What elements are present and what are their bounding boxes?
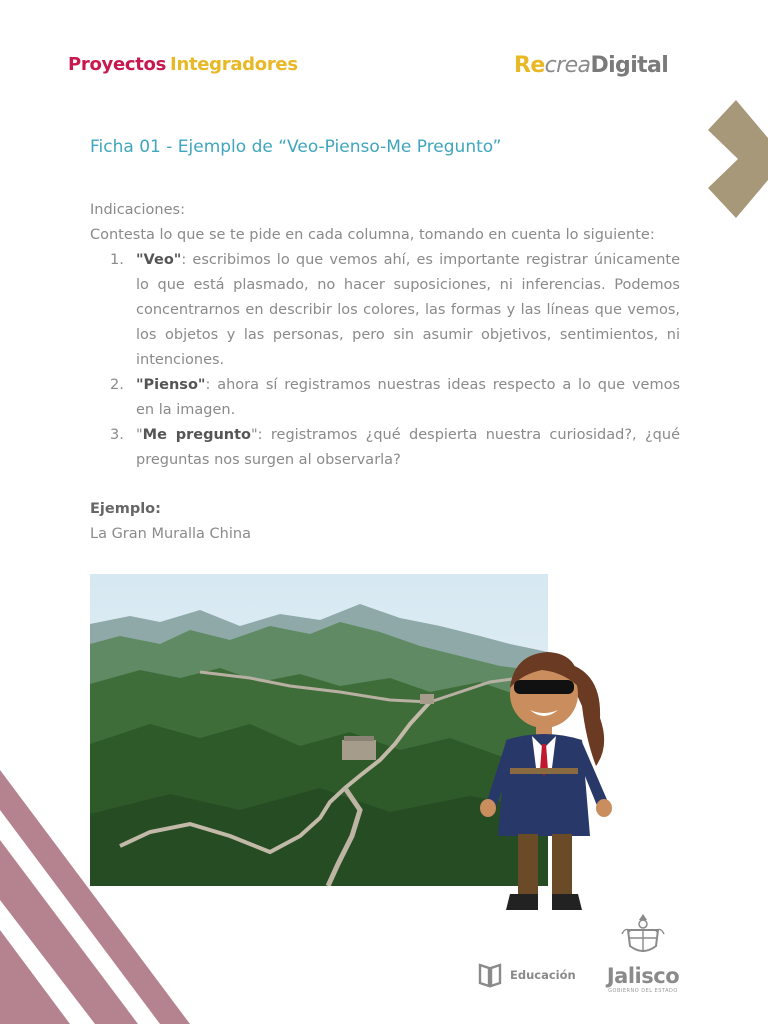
brand-word-re: Re bbox=[514, 53, 545, 78]
educacion-logo bbox=[478, 962, 576, 988]
brand-word-integradores: Integradores bbox=[170, 54, 298, 75]
brand-proyectos-integradores bbox=[68, 54, 298, 75]
list-item bbox=[90, 423, 680, 473]
chevron-decoration-icon bbox=[708, 100, 768, 218]
list-item bbox=[90, 373, 680, 423]
indicaciones-label: Indicaciones: bbox=[90, 202, 185, 218]
list-item-number: 2. bbox=[110, 377, 124, 393]
list-item-keyword: Me pregunto bbox=[142, 427, 251, 443]
book-icon bbox=[478, 962, 502, 988]
list-item bbox=[90, 248, 680, 373]
list-item-text: : ahora sí registramos nuestras ideas respecto a lo que vemos en la imagen. bbox=[136, 377, 680, 418]
list-item-number: 3. bbox=[110, 427, 124, 443]
page-title: Ficha 01 - Ejemplo de “Veo-Pienso-Me Pregunto” bbox=[90, 137, 502, 157]
list-item-number: 1. bbox=[110, 252, 124, 268]
instructions-list bbox=[90, 248, 680, 473]
jalisco-logo bbox=[600, 912, 686, 994]
intro-text: Contesta lo que se te pide en cada columna, tomando en cuenta lo siguiente: bbox=[90, 227, 655, 243]
list-item-keyword: "Veo" bbox=[136, 252, 182, 268]
brand-word-proyectos: Proyectos bbox=[68, 54, 167, 75]
list-item-pre: " bbox=[136, 427, 143, 443]
jalisco-label: Jalisco bbox=[606, 964, 680, 988]
instructions-block bbox=[90, 198, 680, 547]
diagonal-stripes-decoration bbox=[0, 770, 190, 1024]
brand-word-digital: Digital bbox=[590, 53, 669, 78]
educacion-label: Educación bbox=[510, 968, 576, 982]
brand-recrea-digital bbox=[514, 53, 668, 78]
jalisco-sub-label: GOBIERNO DEL ESTADO bbox=[608, 988, 678, 994]
list-item-text: : escribimos lo que vemos ahí, es importante registrar únicamente lo que está plasmado, no hacer suposiciones, ni inferencias. Podemos concentrarnos en describir los colores, las formas y las líneas que vemos, los objetos y las personas, pero sin asumir objetivos, sentimientos, ni intenciones. bbox=[136, 252, 680, 368]
list-item-text: ": registramos ¿qué despierta nuestra curiosidad?, ¿qué preguntas nos surgen al observarla? bbox=[136, 427, 680, 468]
jalisco-coat-of-arms-icon bbox=[620, 912, 666, 958]
list-item-keyword: "Pienso" bbox=[136, 377, 206, 393]
example-caption: La Gran Muralla China bbox=[90, 526, 251, 542]
guide-character-illustration bbox=[470, 636, 630, 926]
brand-word-crea: crea bbox=[544, 53, 591, 78]
example-label: Ejemplo: bbox=[90, 501, 161, 517]
